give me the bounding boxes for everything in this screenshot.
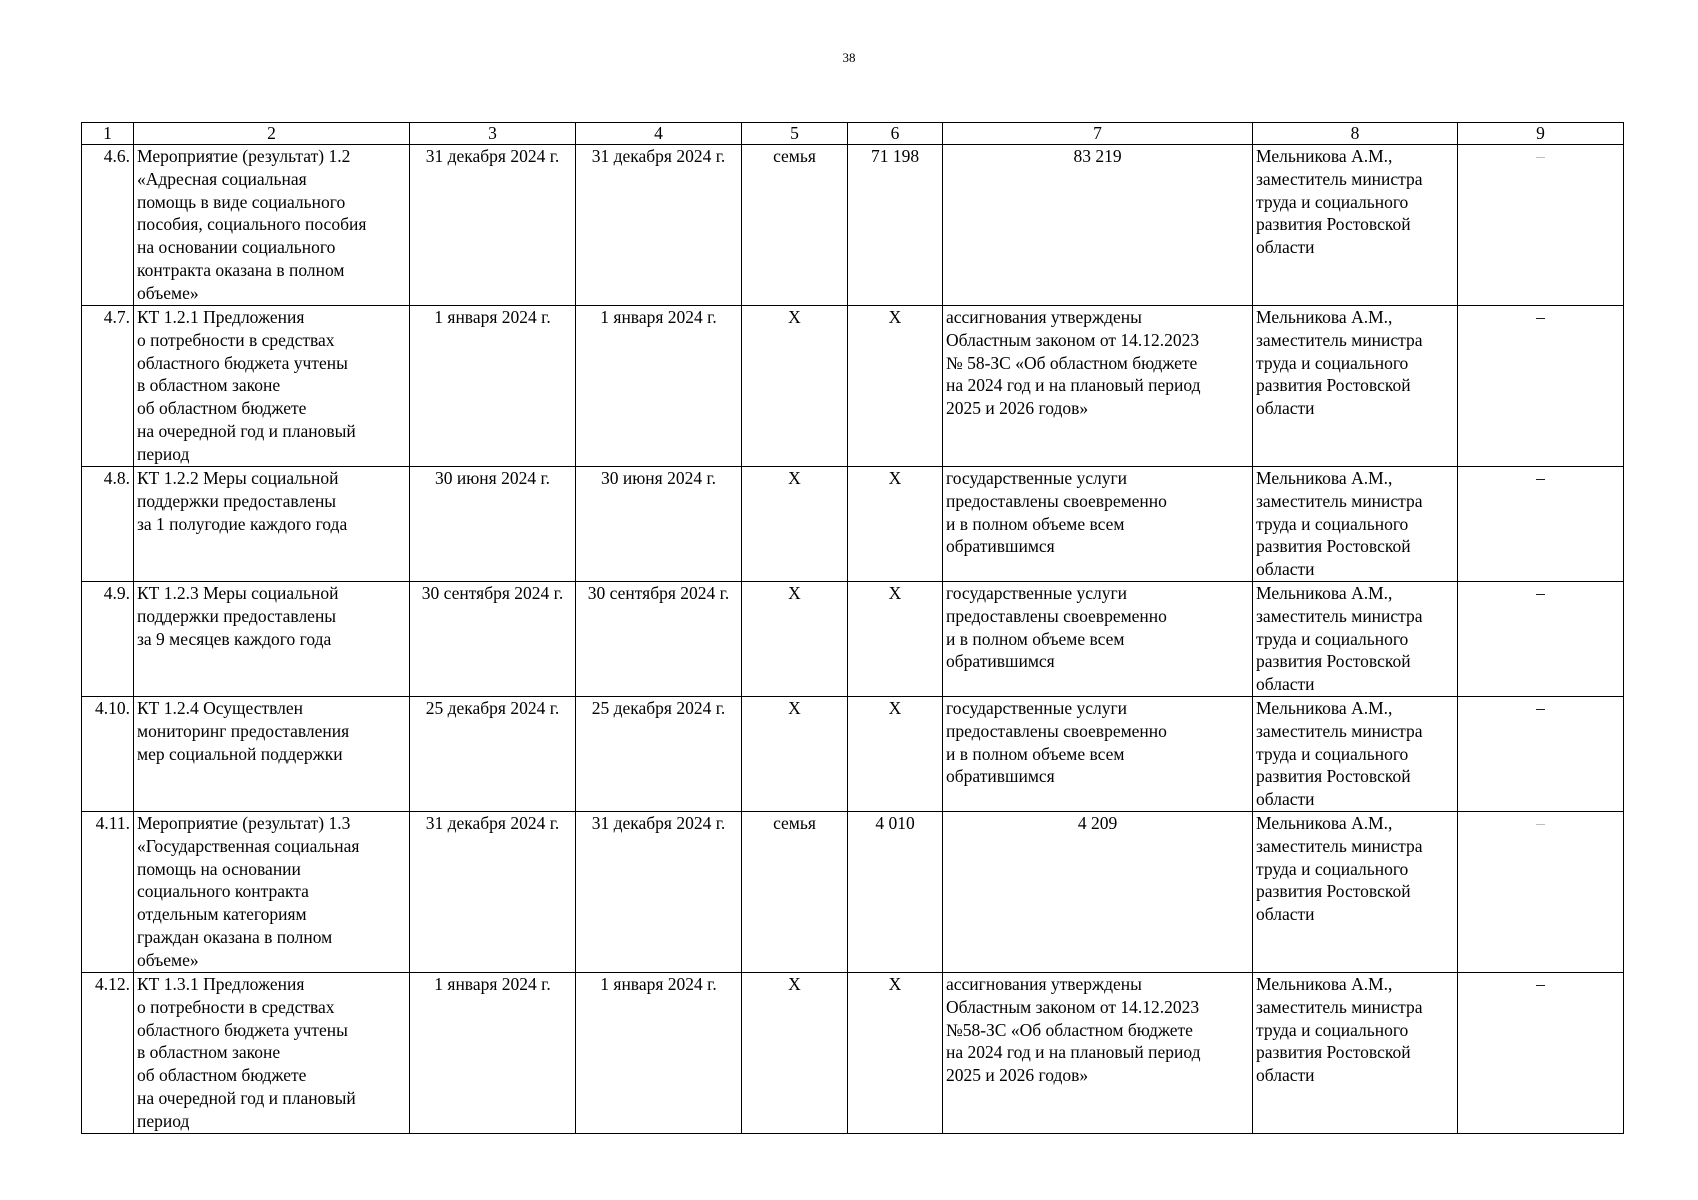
start-date: 1 января 2024 г. xyxy=(410,973,576,1134)
base-value: 71 198 xyxy=(848,145,943,306)
responsible: Мельникова А.М., заместитель министра труда и социального развития Ростовской области xyxy=(1253,973,1458,1134)
unit: X xyxy=(742,306,848,467)
header-cell: 2 xyxy=(134,123,410,145)
activity-name: Мероприятие (результат) 1.3 «Государственная социальная помощь на основании социального контракта отдельным категориям граждан оказана в полном объеме» xyxy=(134,812,410,973)
table-row xyxy=(82,145,1624,306)
responsible: Мельникова А.М., заместитель министра труда и социального развития Ростовской области xyxy=(1253,145,1458,306)
target-value: ассигнования утверждены Областным законом от 14.12.2023 №58-ЗС «Об областном бюджете на 2024 год и на плановый период 2025 и 2026 годов» xyxy=(943,973,1253,1134)
base-value: X xyxy=(848,697,943,812)
row-number: 4.9. xyxy=(82,582,134,697)
table-row xyxy=(82,973,1624,1134)
activity-name: КТ 1.2.1 Предложения о потребности в средствах областного бюджета учтены в областном законе об областном бюджете на очередной год и плановый период xyxy=(134,306,410,467)
unit: X xyxy=(742,973,848,1134)
end-date: 1 января 2024 г. xyxy=(576,306,742,467)
header-cell: 1 xyxy=(82,123,134,145)
end-date: 31 декабря 2024 г. xyxy=(576,812,742,973)
row-number: 4.8. xyxy=(82,467,134,582)
activity-name: КТ 1.2.2 Меры социальной поддержки предоставлены за 1 полугодие каждого года xyxy=(134,467,410,582)
end-date: 25 декабря 2024 г. xyxy=(576,697,742,812)
end-date: 30 июня 2024 г. xyxy=(576,467,742,582)
end-date: 31 декабря 2024 г. xyxy=(576,145,742,306)
base-value: X xyxy=(848,467,943,582)
target-value: государственные услуги предоставлены своевременно и в полном объеме всем обратившимся xyxy=(943,697,1253,812)
unit: семья xyxy=(742,145,848,306)
plan-table xyxy=(81,122,1624,1134)
table-row xyxy=(82,306,1624,467)
activity-name: КТ 1.2.3 Меры социальной поддержки предоставлены за 9 месяцев каждого года xyxy=(134,582,410,697)
unit: X xyxy=(742,467,848,582)
header-cell: 5 xyxy=(742,123,848,145)
responsible: Мельникова А.М., заместитель министра труда и социального развития Ростовской области xyxy=(1253,306,1458,467)
header-cell: 7 xyxy=(943,123,1253,145)
responsible: Мельникова А.М., заместитель министра труда и социального развития Ростовской области xyxy=(1253,582,1458,697)
row-number: 4.12. xyxy=(82,973,134,1134)
header-cell: 9 xyxy=(1458,123,1624,145)
header-row xyxy=(82,123,1624,145)
activity-name: КТ 1.2.4 Осуществлен мониторинг предоставления мер социальной поддержки xyxy=(134,697,410,812)
start-date: 31 декабря 2024 г. xyxy=(410,812,576,973)
start-date: 30 сентября 2024 г. xyxy=(410,582,576,697)
note: – xyxy=(1458,973,1624,1134)
unit: X xyxy=(742,582,848,697)
table-row xyxy=(82,582,1624,697)
start-date: 25 декабря 2024 г. xyxy=(410,697,576,812)
table-row xyxy=(82,467,1624,582)
note: – xyxy=(1458,697,1624,812)
end-date: 1 января 2024 г. xyxy=(576,973,742,1134)
end-date: 30 сентября 2024 г. xyxy=(576,582,742,697)
activity-name: Мероприятие (результат) 1.2 «Адресная социальная помощь в виде социального пособия, социального пособия на основании социального контракта оказана в полном объеме» xyxy=(134,145,410,306)
target-value: государственные услуги предоставлены своевременно и в полном объеме всем обратившимся xyxy=(943,467,1253,582)
table-row xyxy=(82,812,1624,973)
activity-name: КТ 1.3.1 Предложения о потребности в средствах областного бюджета учтены в областном законе об областном бюджете на очередной год и плановый период xyxy=(134,973,410,1134)
header-cell: 6 xyxy=(848,123,943,145)
base-value: 4 010 xyxy=(848,812,943,973)
base-value: X xyxy=(848,973,943,1134)
row-number: 4.10. xyxy=(82,697,134,812)
page-number: 38 xyxy=(842,50,856,65)
base-value: X xyxy=(848,582,943,697)
responsible: Мельникова А.М., заместитель министра труда и социального развития Ростовской области xyxy=(1253,697,1458,812)
header-cell: 4 xyxy=(576,123,742,145)
table-row xyxy=(82,697,1624,812)
start-date: 1 января 2024 г. xyxy=(410,306,576,467)
note: – xyxy=(1458,582,1624,697)
unit: X xyxy=(742,697,848,812)
header-cell: 3 xyxy=(410,123,576,145)
target-value: ассигнования утверждены Областным законом от 14.12.2023 № 58-ЗС «Об областном бюджете на 2024 год и на плановый период 2025 и 2026 годов» xyxy=(943,306,1253,467)
target-value: государственные услуги предоставлены своевременно и в полном объеме всем обратившимся xyxy=(943,582,1253,697)
note: – xyxy=(1458,306,1624,467)
unit: семья xyxy=(742,812,848,973)
base-value: X xyxy=(848,306,943,467)
note: – xyxy=(1458,812,1624,973)
row-number: 4.11. xyxy=(82,812,134,973)
responsible: Мельникова А.М., заместитель министра труда и социального развития Ростовской области xyxy=(1253,467,1458,582)
start-date: 30 июня 2024 г. xyxy=(410,467,576,582)
note: – xyxy=(1458,467,1624,582)
header-cell: 8 xyxy=(1253,123,1458,145)
row-number: 4.7. xyxy=(82,306,134,467)
note: – xyxy=(1458,145,1624,306)
target-value: 83 219 xyxy=(943,145,1253,306)
row-number: 4.6. xyxy=(82,145,134,306)
start-date: 31 декабря 2024 г. xyxy=(410,145,576,306)
responsible: Мельникова А.М., заместитель министра труда и социального развития Ростовской области xyxy=(1253,812,1458,973)
target-value: 4 209 xyxy=(943,812,1253,973)
